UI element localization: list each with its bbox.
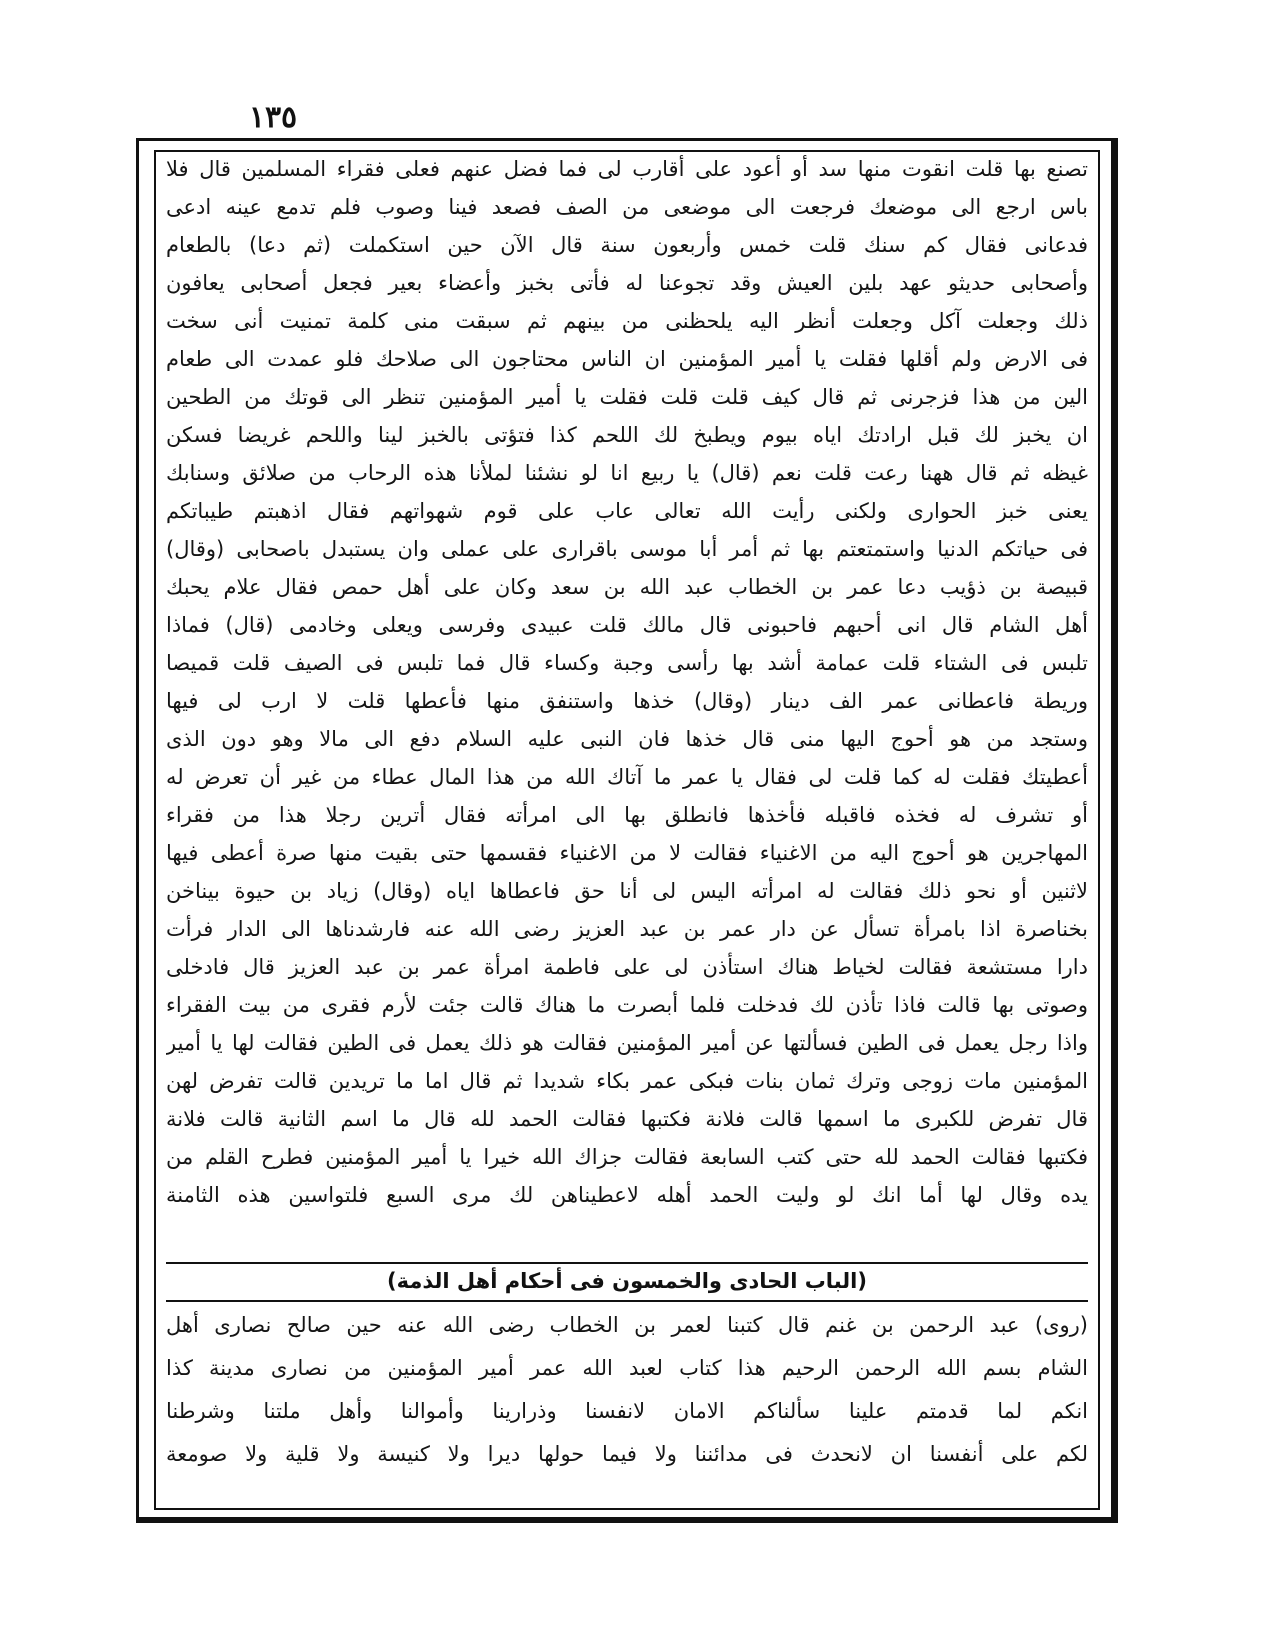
text-line: الشام بسم الله الرحمن الرحيم هذا كتاب لعبد الله عمر أمير المؤمنين من نصارى مدينة كذا	[166, 1356, 1088, 1380]
text-line: لاثنين أو نحو ذلك فقالت له امرأته اليس لى أنا حق فاعطاها اياه (وقال) زياد بن حيوة بيناخن	[166, 879, 1088, 903]
text-line: لكم على أنفسنا ان لانحدث فى مدائننا ولا فيما حولها ديرا ولا كنيسة ولا قلية ولا صومعة	[166, 1442, 1088, 1466]
text-line: يده وقال لها أما انك لو وليت الحمد أهله لاعطيناهن لك مرى السبع فلتواسين هذه الثامنة	[166, 1183, 1088, 1207]
page-number: ١٣٥	[248, 100, 298, 135]
text-line: بخناصرة اذا بامرأة تسأل عن دار عمر بن عبد العزيز رضى الله عنه فارشدناها الى الدار فرأت	[166, 917, 1088, 941]
text-line: أو تشرف له فخذه فاقبله فأخذها فانطلق بها الى امرأته فقال أترين رجلا هذا من فقراء	[166, 803, 1088, 827]
text-line: وأصحابى حديثو عهد بلين العيش وقد تجوعنا له فأتى بخبز وأعضاء بعير فجعل أصحابى يعافون	[166, 271, 1088, 295]
text-line: وريطة فاعطانى عمر الف دينار (وقال) خذها واستنفق منها فأعطها قلت لا ارب لى فيها	[166, 689, 1088, 713]
text-line: دارا مستشعة فقالت لخياط هناك استأذن لى على فاطمة امرأة عمر بن عبد العزيز قال فادخلى	[166, 955, 1088, 979]
text-line: واذا رجل يعمل فى الطين فسألتها عن أمير المؤمنين فقالت هو ذلك يعمل فى الطين فقالت لها يا أمير	[166, 1031, 1088, 1055]
text-line: فدعانى فقال كم سنك قلت خمس وأربعون سنة قال الآن حين استكملت (ثم دعا) بالطعام	[166, 233, 1088, 257]
text-line: المؤمنين مات زوجى وترك ثمان بنات فبكى عمر بكاء شديدا ثم قال اما ما تريدين قالت تفرض لهن	[166, 1069, 1088, 1093]
text-line: وستجد من هو أحوج اليها منى قال خذها فان النبى عليه السلام دفع الى مالا وهو دون الذى	[166, 727, 1088, 751]
text-line: فى الارض ولم أقلها فقلت يا أمير المؤمنين ان الناس محتاجون الى صلاحك فلو عمدت الى طعام	[166, 347, 1088, 371]
text-line: المهاجرين هو أحوج اليه من الاغنياء فقالت لا من الاغنياء فقسمها حتى بقيت منها صرة أعطى فيها	[166, 841, 1088, 865]
text-line: انكم لما قدمتم علينا سألناكم الامان لانفسنا وذرارينا وأموالنا وأهل ملتنا وشرطنا	[166, 1399, 1088, 1423]
text-line: وصوتى بها قالت فاذا تأذن لك فدخلت فلما أبصرت ما هناك قالت جئت لأرم فقرى من بيت الفقراء	[166, 993, 1088, 1017]
main-text-block	[166, 150, 1088, 1214]
text-line: قبيصة بن ذؤيب دعا عمر بن الخطاب عبد الله بن سعد وكان على أهل حمص فقال علام يحبك	[166, 575, 1088, 599]
text-line: قال تفرض للكبرى ما اسمها قالت فلانة فكتبها فقالت الحمد لله قال ما اسم الثانية قالت فلانة	[166, 1107, 1088, 1131]
text-line: ذلك وجعلت آكل وجعلت أنظر اليه يلحظنى من بينهم ثم سبقت منى كلمة تمنيت أنى سخت	[166, 309, 1088, 333]
chapter-text-block	[166, 1304, 1088, 1476]
text-line: الين من هذا فزجرنى ثم قال كيف قلت قلت فقلت يا أمير المؤمنين تنظر الى قوتك من الطحين	[166, 385, 1088, 409]
text-line: باس ارجع الى موضعك فرجعت الى موضعى من الصف فصعد فينا وصوب فلم تدمع عينه ادعى	[166, 195, 1088, 219]
text-line: فى حياتكم الدنيا واستمتعتم بها ثم أمر أبا موسى باقرارى على عملى وان يستبدل باصحابى (وقال)	[166, 537, 1088, 561]
heading-rule-bottom	[166, 1300, 1088, 1302]
text-line: ان يخبز لك قبل ارادتك اياه بيوم ويطبخ لك اللحم كذا فتؤتى بالخبز لينا واللحم غريضا فسكن	[166, 423, 1088, 447]
text-line: تصنع بها قلت انقوت منها سد أو أعود على أقارب لى فما فضل عنهم فعلى فقراء المسلمين قال فلا	[166, 157, 1088, 181]
text-line: أهل الشام قال انى أحبهم فاحبونى قال مالك قلت عبيدى وفرسى ويعلى وخادمى (قال) فماذا	[166, 613, 1088, 637]
text-line: تلبس فى الشتاء قلت عمامة أشد بها رأسى وجبة وكساء قال فما تلبس فى الصيف قلت قميصا	[166, 651, 1088, 675]
text-line: فكتبها فقالت الحمد لله حتى كتب السابعة فقالت جزاك الله خيرا يا أمير المؤمنين فطرح القلم من	[166, 1145, 1088, 1169]
chapter-heading: (الباب الحادى والخمسون فى أحكام أهل الذمة)	[387, 1269, 867, 1293]
text-line: (روى) عبد الرحمن بن غنم قال كتبنا لعمر بن الخطاب رضى الله عنه حين صالح نصارى أهل	[166, 1313, 1088, 1337]
text-line: أعطيتك فقلت له كما قلت لى فقال يا عمر ما آتاك الله من هذا المال عطاء من غير أن تعرض له	[166, 765, 1088, 789]
text-line: يعنى خبز الحوارى ولكنى رأيت الله تعالى عاب على قوم شهواتهم فقال اذهبتم طيباتكم	[166, 499, 1088, 523]
text-line: غيظه ثم قال ههنا رعت قلت نعم (قال) يا ربيع انا لو نشئنا لملأنا هذه الرحاب من صلائق وسنابك	[166, 461, 1088, 485]
